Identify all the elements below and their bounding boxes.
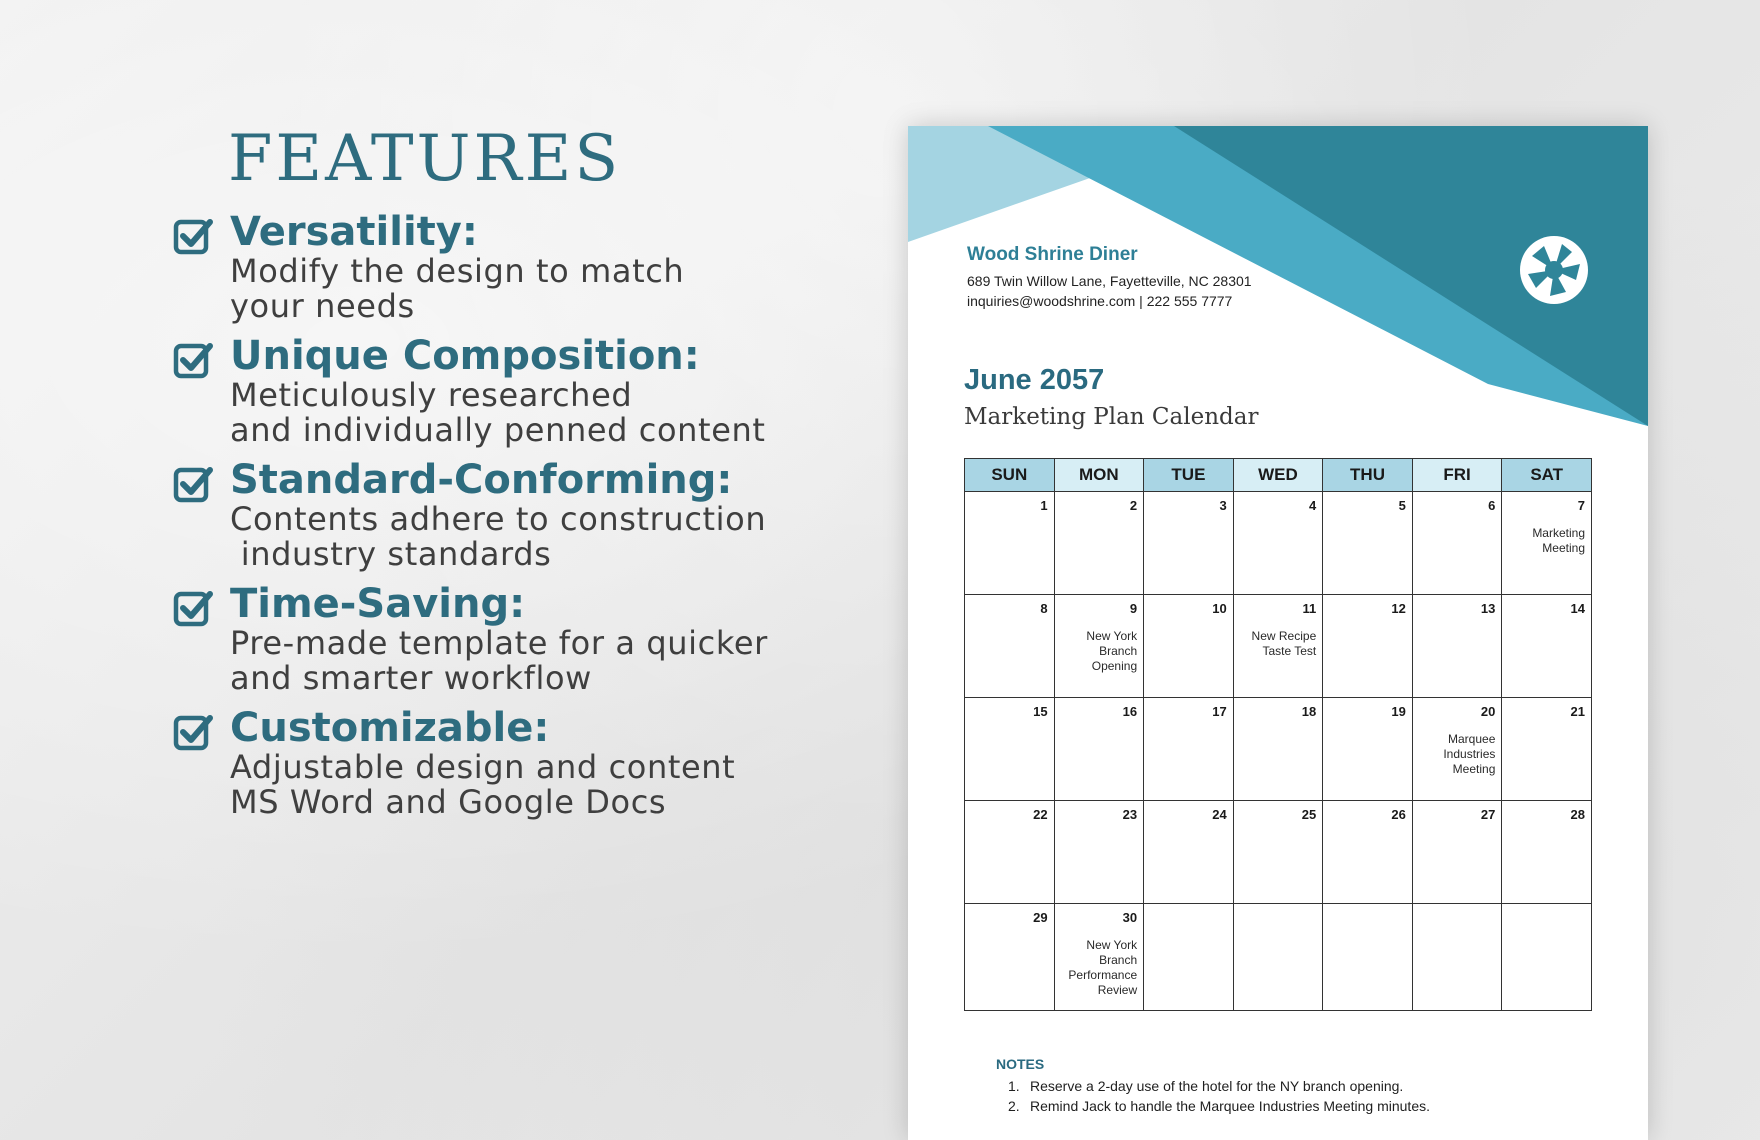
- month-title: June 2057: [964, 364, 1105, 396]
- day-number: 22: [1033, 807, 1048, 822]
- calendar-day-cell: [1054, 698, 1144, 801]
- feature-title: Standard-Conforming:: [230, 457, 733, 503]
- day-number: 24: [1212, 807, 1227, 822]
- calendar-subtitle: Marketing Plan Calendar: [964, 404, 1259, 430]
- weekday-header: FRI: [1412, 459, 1502, 492]
- day-number: 18: [1301, 704, 1317, 719]
- calendar-day-cell: [1054, 801, 1144, 904]
- calendar-day-cell: [1412, 904, 1502, 1011]
- calendar-day-cell: [1412, 492, 1502, 595]
- weekday-header: SUN: [965, 459, 1055, 492]
- calendar-day-cell: [1323, 904, 1413, 1011]
- weekday-header: TUE: [1144, 459, 1234, 492]
- day-number: 3: [1219, 498, 1227, 513]
- day-number: 11: [1302, 601, 1317, 616]
- day-number: 14: [1570, 601, 1585, 616]
- day-number: 8: [1040, 601, 1048, 616]
- notes-list: [1008, 1076, 1430, 1116]
- calendar-week-row: [965, 904, 1592, 1011]
- business-name: Wood Shrine Diner: [967, 244, 1138, 265]
- day-number: 1: [1040, 498, 1048, 513]
- calendar-week-row: [965, 595, 1592, 698]
- features-title: FEATURES: [228, 122, 622, 196]
- day-number: 15: [1033, 704, 1048, 719]
- checkbox-checked-icon: [172, 338, 216, 382]
- calendar-event: New York Branch Performance Review: [1068, 938, 1138, 997]
- day-number: 7: [1577, 498, 1585, 513]
- day-number: 2: [1129, 498, 1138, 513]
- note-text: Remind Jack to handle the Marquee Industries Meeting minutes.: [1030, 1098, 1430, 1114]
- calendar-day-cell: [1144, 698, 1234, 801]
- calendar-week-row: [965, 801, 1592, 904]
- feature-description: Meticulously researched and individually penned content: [230, 376, 766, 449]
- calendar-day-cell: [965, 595, 1055, 698]
- weekday-header: WED: [1233, 459, 1323, 492]
- day-number: 29: [1033, 910, 1048, 925]
- feature-title: Time-Saving:: [230, 581, 526, 627]
- day-number: 5: [1398, 498, 1406, 513]
- calendar-event: Marketing Meeting: [1532, 526, 1585, 555]
- calendar-day-cell: [965, 801, 1055, 904]
- business-address: 689 Twin Willow Lane, Fayetteville, NC 28301: [967, 273, 1252, 289]
- feature-description: Contents adhere to construction industry standards: [230, 500, 767, 573]
- calendar-day-cell: [1054, 595, 1144, 698]
- calendar-day-cell: [1323, 595, 1413, 698]
- day-number: 28: [1570, 807, 1585, 822]
- calendar-event: Marquee Industries Meeting: [1443, 732, 1496, 776]
- calendar-day-cell: [1144, 492, 1234, 595]
- camera-aperture-icon: [1518, 234, 1590, 306]
- day-number: 17: [1212, 704, 1227, 719]
- day-number: 4: [1309, 498, 1317, 513]
- note-number: 2.: [1008, 1098, 1020, 1114]
- day-number: 10: [1212, 601, 1227, 616]
- calendar-day-cell: [1502, 492, 1592, 595]
- calendar-day-cell: [1323, 698, 1413, 801]
- day-number: 9: [1129, 601, 1138, 616]
- day-number: 27: [1480, 807, 1496, 822]
- weekday-header-row: [965, 459, 1592, 492]
- calendar-day-cell: [1502, 904, 1592, 1011]
- checkbox-checked-icon: [172, 710, 216, 754]
- day-number: 30: [1122, 910, 1138, 925]
- weekday-header: SAT: [1502, 459, 1592, 492]
- day-number: 23: [1122, 807, 1138, 822]
- day-number: 12: [1391, 601, 1406, 616]
- calendar-day-cell: [1233, 801, 1323, 904]
- day-number: 13: [1480, 601, 1496, 616]
- calendar-day-cell: [1412, 698, 1502, 801]
- note-text: Reserve a 2-day use of the hotel for the NY branch opening.: [1030, 1078, 1404, 1094]
- weekday-header: MON: [1054, 459, 1144, 492]
- calendar-day-cell: [1502, 698, 1592, 801]
- calendar-day-cell: [1233, 595, 1323, 698]
- calendar-day-cell: [1412, 595, 1502, 698]
- day-number: 25: [1301, 807, 1317, 822]
- day-number: 21: [1570, 704, 1585, 719]
- calendar-day-cell: [965, 698, 1055, 801]
- calendar-day-cell: [1233, 904, 1323, 1011]
- calendar-day-cell: [1054, 492, 1144, 595]
- checkbox-checked-icon: [172, 586, 216, 630]
- calendar-day-cell: [965, 492, 1055, 595]
- day-number: 26: [1391, 807, 1406, 822]
- calendar-day-cell: [1144, 595, 1234, 698]
- weekday-header: THU: [1323, 459, 1413, 492]
- note-number: 1.: [1008, 1078, 1020, 1094]
- calendar-day-cell: [1233, 698, 1323, 801]
- day-number: 20: [1480, 704, 1496, 719]
- calendar-day-cell: [1144, 904, 1234, 1011]
- calendar-day-cell: [1144, 801, 1234, 904]
- calendar-day-cell: [1323, 801, 1413, 904]
- calendar-week-row: [965, 698, 1592, 801]
- note-item: [1008, 1096, 1430, 1116]
- checkbox-checked-icon: [172, 462, 216, 506]
- note-item: [1008, 1076, 1430, 1096]
- calendar-event: New York Branch Opening: [1086, 629, 1138, 673]
- feature-title: Customizable:: [230, 705, 550, 751]
- day-number: 6: [1488, 498, 1496, 513]
- calendar-week-row: [965, 492, 1592, 595]
- calendar-document: [908, 126, 1648, 1140]
- calendar-day-cell: [1233, 492, 1323, 595]
- feature-title: Unique Composition:: [230, 333, 700, 379]
- checkbox-checked-icon: [172, 214, 216, 258]
- feature-description: Pre-made template for a quicker and smarter workflow: [230, 624, 768, 697]
- calendar-day-cell: [1502, 595, 1592, 698]
- calendar-day-cell: [1502, 801, 1592, 904]
- feature-description: Adjustable design and content MS Word and Google Docs: [230, 748, 736, 821]
- day-number: 16: [1122, 704, 1138, 719]
- calendar-event: New Recipe Taste Test: [1251, 629, 1317, 658]
- calendar-day-cell: [965, 904, 1055, 1011]
- day-number: 19: [1391, 704, 1406, 719]
- feature-title: Versatility:: [230, 209, 478, 255]
- business-contact: inquiries@woodshrine.com | 222 555 7777: [967, 293, 1233, 309]
- feature-description: Modify the design to match your needs: [230, 252, 685, 325]
- notes-title: NOTES: [996, 1056, 1045, 1072]
- calendar-grid: [964, 458, 1592, 1011]
- calendar-day-cell: [1323, 492, 1413, 595]
- calendar-day-cell: [1054, 904, 1144, 1011]
- calendar-day-cell: [1412, 801, 1502, 904]
